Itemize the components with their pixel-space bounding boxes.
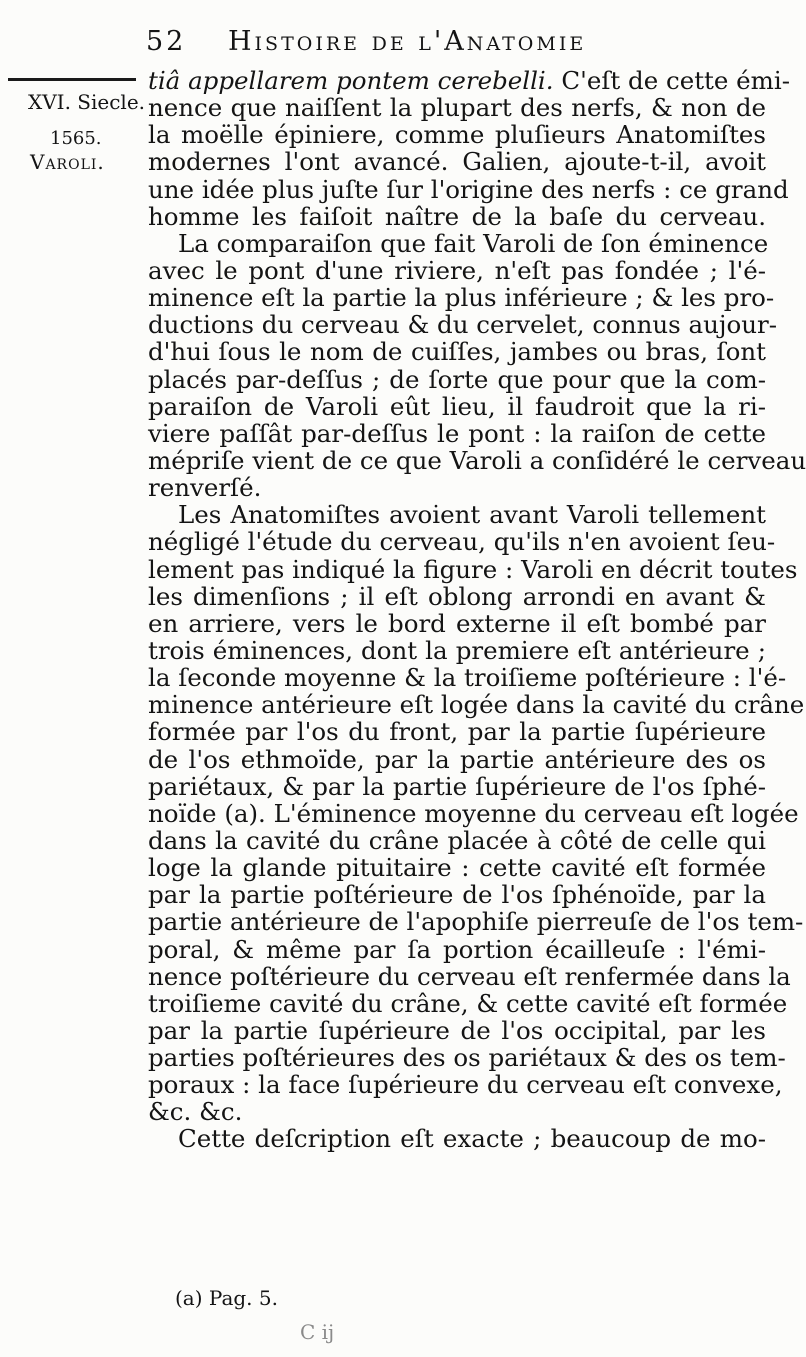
text-line: la ſeconde moyenne & la troiſieme poſtérieure : l'é- [148,663,787,693]
margin-note-author: Varoli. [30,150,105,174]
text-line-italic: tiâ appellarem pontem cerebelli. [148,66,554,95]
text-line: paraiſon de Varoli eût lieu, il faudroit que la ri- [148,391,766,421]
text-line: La comparaiſon que fait Varoli de ſon éminence [178,228,769,258]
text-line: Les Anatomiſtes avoient avant Varoli tellement [178,500,766,530]
margin-rule [8,78,136,81]
page-header [146,26,766,66]
text-line: nence que naiſſent la plupart des nerfs, & non de [148,93,766,123]
text-line: négligé l'étude du cerveau, qu'ils n'en avoient ſeu- [148,527,776,557]
text-line: partie antérieure de l'apophiſe pierreuſe de l'os tem- [148,907,804,937]
text-line: poral, & même par ſa portion écailleuſe : l'émi- [148,934,766,964]
text-line: loge la glande pituitaire : cette cavité eſt formée [148,853,766,883]
margin-note-century: XVI. Siecle. [28,90,146,114]
text-line [148,66,791,95]
text-line: poraux : la face ſupérieure du cerveau eſt convexe, [148,1070,783,1100]
text-line: renverſé. [148,473,262,503]
text-line: la moëlle épiniere, comme pluſieurs Anatomiſtes [148,120,766,150]
signature-mark: C ij [300,1320,335,1344]
text-line: avec le pont d'une riviere, n'eſt pas fondée ; l'é- [148,255,766,285]
text-line: trois éminences, dont la premiere eſt antérieure ; [148,635,766,665]
text-line: troiſieme cavité du crâne, & cette cavité eſt formée [148,988,788,1018]
text-line: modernes l'ont avancé. Galien, ajoute-t-il, avoit [148,147,766,177]
text-line: pariétaux, & par la partie ſupérieure de l'os ſphé- [148,771,766,801]
text-line: lement pas indiqué la figure : Varoli en décrit toutes [148,554,798,584]
text-line: nence poſtérieure du cerveau eſt renfermée dans la [148,961,791,991]
text-line: par la partie poſtérieure de l'os ſphénoïde, par la [148,880,766,910]
text-line: de l'os ethmoïde, par la partie antérieure des os [148,744,766,774]
text-line: une idée plus juſte ſur l'origine des nerfs : ce grand [148,174,789,204]
text-line: mépriſe vient de ce que Varoli a conſidéré le cerveau [148,445,806,475]
text-line-rest: C'eſt de cette émi- [553,66,791,95]
text-line: placés par-deſſus ; de ſorte que pour que la com- [148,364,766,394]
text-line: parties poſtérieures des os pariétaux & des os tem- [148,1043,786,1073]
text-line: viere paſſât par-deſſus le pont : la raiſon de cette [148,418,766,448]
text-line: dans la cavité du crâne placée à côté de celle qui [148,825,766,855]
text-line: d'hui ſous le nom de cuiſſes, jambes ou bras, ſont [148,337,766,367]
text-line: formée par l'os du front, par la partie ſupérieure [148,717,766,747]
text-line: en arriere, vers le bord externe il eſt bombé par [148,608,766,638]
footnote: (a) Pag. 5. [175,1286,278,1310]
body-text [148,66,806,1154]
text-line: Cette deſcription eſt exacte ; beaucoup de mo- [178,1124,766,1154]
text-line: &c. &c. [148,1097,243,1127]
text-line: homme les faiſoit naître de la baſe du cerveau. [148,201,766,231]
text-line: ductions du cerveau & du cervelet, connus aujour- [148,310,777,340]
text-line: noïde (a). L'éminence moyenne du cerveau eſt logée [148,798,799,828]
text-line: les dimenſions ; il eſt oblong arrondi en avant & [148,581,766,611]
margin-note-year: 1565. [50,128,102,149]
text-line: par la partie ſupérieure de l'os occipital, par les [148,1015,766,1045]
running-title: Histoire de l'Anatomie [228,26,587,57]
page-number: 52 [146,26,187,57]
text-line: minence antérieure eſt logée dans la cavité du crâne [148,690,805,720]
text-line: minence eſt la partie la plus inférieure ; & les pro- [148,283,775,313]
